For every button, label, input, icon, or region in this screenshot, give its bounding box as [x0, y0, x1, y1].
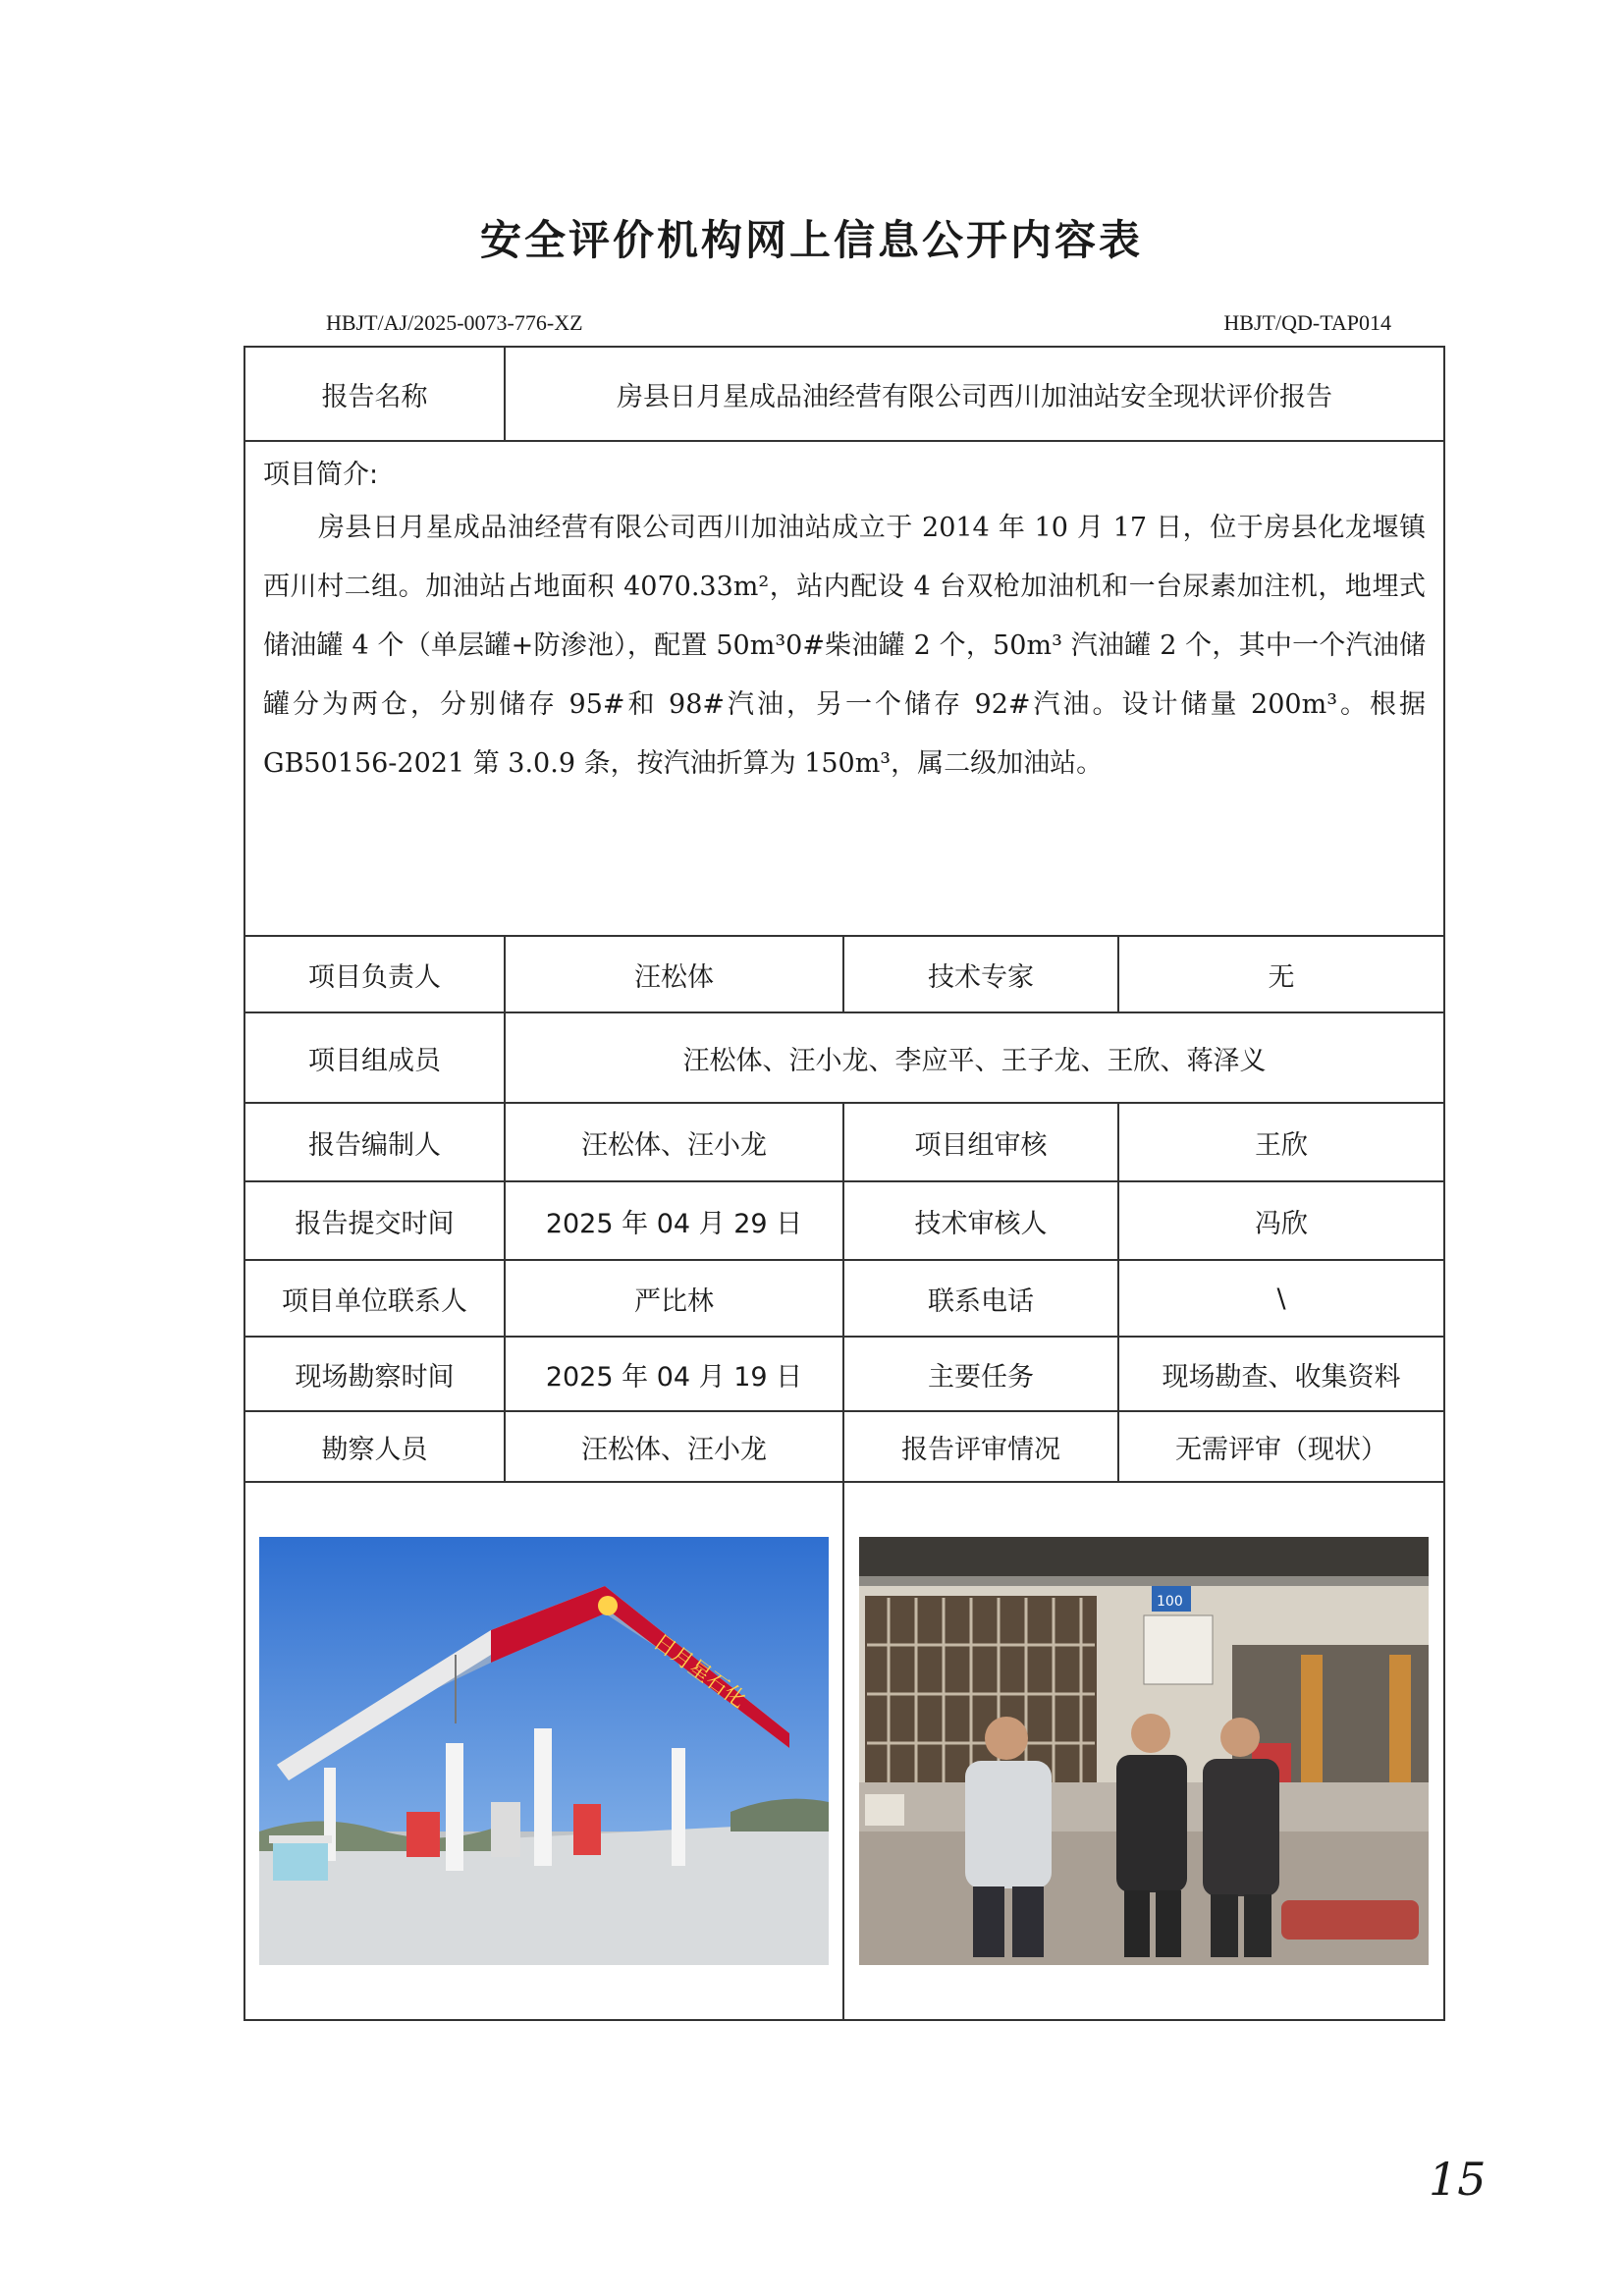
review-status-label: 报告评审情况 [843, 1411, 1118, 1482]
contact-value: 严比林 [505, 1260, 843, 1337]
leader-value: 汪松体 [505, 936, 843, 1012]
author-label: 报告编制人 [244, 1103, 505, 1181]
table-row [244, 347, 1444, 441]
table-row [244, 1260, 1444, 1337]
expert-value: 无 [1118, 936, 1444, 1012]
review-status-value: 无需评审（现状） [1118, 1411, 1444, 1482]
task-value: 现场勘查、收集资料 [1118, 1337, 1444, 1411]
table-row [244, 1337, 1444, 1411]
members-value: 汪松体、汪小龙、李应平、王子龙、王欣、蒋泽义 [505, 1012, 1444, 1103]
page-number: 15 [1429, 2153, 1487, 2206]
tech-review-value: 冯欣 [1118, 1181, 1444, 1260]
document-code-left: HBJT/AJ/2025-0073-776-XZ [326, 310, 583, 335]
table-row [244, 1012, 1444, 1103]
canopy-sign-text: 日月星石化 [648, 1629, 751, 1714]
contact-label: 项目单位联系人 [244, 1260, 505, 1337]
table-row [244, 1411, 1444, 1482]
document-code-right: HBJT/QD-TAP014 [1223, 310, 1391, 335]
report-name-label: 报告名称 [244, 347, 505, 441]
gas-station-illustration [259, 1537, 829, 1965]
team-review-label: 项目组审核 [843, 1103, 1118, 1181]
expert-label: 技术专家 [843, 936, 1118, 1012]
table-row [244, 1103, 1444, 1181]
staff-illustration [859, 1537, 1429, 1965]
table-row [244, 936, 1444, 1012]
tech-review-label: 技术审核人 [843, 1181, 1118, 1260]
task-label: 主要任务 [843, 1337, 1118, 1411]
photo-cell-right [843, 1482, 1444, 2020]
surveyors-value: 汪松体、汪小龙 [505, 1411, 843, 1482]
survey-time-value: 2025 年 04 月 19 日 [505, 1337, 843, 1411]
team-review-value: 王欣 [1118, 1103, 1444, 1181]
author-value: 汪松体、汪小龙 [505, 1103, 843, 1181]
staff-photo [859, 1537, 1429, 1965]
table-row [244, 441, 1444, 936]
document-title: 安全评价机构网上信息公开内容表 [479, 216, 1143, 264]
surveyors-label: 勘察人员 [244, 1411, 505, 1482]
submit-time-label: 报告提交时间 [244, 1181, 505, 1260]
table-row [244, 1482, 1444, 2020]
members-label: 项目组成员 [244, 1012, 505, 1103]
submit-time-value: 2025 年 04 月 29 日 [505, 1181, 843, 1260]
photo-cell-left [244, 1482, 843, 2020]
project-intro-text: 房县日月星成品油经营有限公司西川加油站成立于 2014 年 10 月 17 日，位于房县化龙堰镇西川村二组。加油站占地面积 4070.33m²，站内配设 4 台双枪加油机和一台尿素加注机，地埋式储油罐 4 个（单层罐+防渗池），配置 50m³0#柴油罐 2 个，50m³ 汽油罐 2 个，其中一个汽油储罐分为两仓，分别储存 95#和 98#汽油，另一个储存 92#汽油。设计储量 200m³。根据 GB50156-2021 第 3.0.9 条，按汽油折算为 150m³，属二级加油站。 [263, 513, 1426, 779]
table-row [244, 1181, 1444, 1260]
gas-station-photo [259, 1537, 829, 1965]
project-intro-label: 项目简介: [263, 460, 379, 490]
door-plate-number: 100 [1157, 1594, 1183, 1610]
phone-label: 联系电话 [843, 1260, 1118, 1337]
info-table [243, 346, 1445, 2021]
leader-label: 项目负责人 [244, 936, 505, 1012]
survey-time-label: 现场勘察时间 [244, 1337, 505, 1411]
report-name-value: 房县日月星成品油经营有限公司西川加油站安全现状评价报告 [505, 347, 1444, 441]
project-intro-cell [244, 441, 1444, 936]
phone-value: \ [1118, 1260, 1444, 1337]
